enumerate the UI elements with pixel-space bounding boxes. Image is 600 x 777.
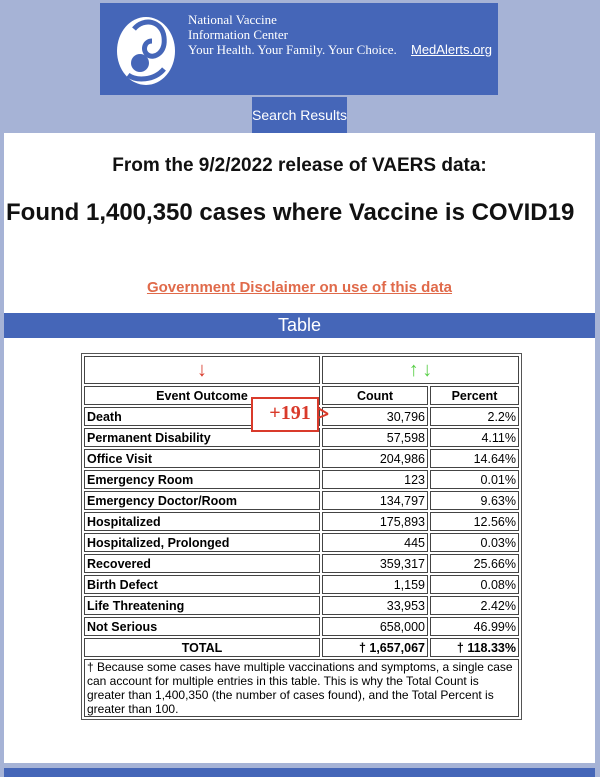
row-outcome: Recovered xyxy=(84,554,320,573)
row-outcome: Death xyxy=(84,407,320,426)
total-label: TOTAL xyxy=(84,638,320,657)
row-outcome: Hospitalized, Prolonged xyxy=(84,533,320,552)
table-section-bar: Table xyxy=(4,313,595,338)
row-outcome: Office Visit xyxy=(84,449,320,468)
row-percent: 0.01% xyxy=(430,470,519,489)
row-count: 1,159 xyxy=(322,575,428,594)
table-row xyxy=(84,512,519,531)
row-percent: 4.11% xyxy=(430,428,519,447)
main-content xyxy=(4,133,595,763)
row-outcome: Hospitalized xyxy=(84,512,320,531)
table-row xyxy=(84,533,519,552)
row-percent: 9.63% xyxy=(430,491,519,510)
row-percent: 2.2% xyxy=(430,407,519,426)
found-cases-heading: Found 1,400,350 cases where Vaccine is COVID19 xyxy=(6,199,575,226)
table-row xyxy=(84,596,519,615)
sort-arrows-row xyxy=(84,356,519,384)
org-name-line1: National Vaccine xyxy=(188,12,277,27)
row-count: 30,796 xyxy=(322,407,428,426)
mother-child-logo-icon xyxy=(114,11,178,87)
row-percent: 25.66% xyxy=(430,554,519,573)
row-count: 134,797 xyxy=(322,491,428,510)
bottom-bar xyxy=(4,768,595,777)
sort-down-green-icon[interactable]: ↓ xyxy=(422,359,433,381)
row-count: 359,317 xyxy=(322,554,428,573)
table-row xyxy=(84,575,519,594)
row-count: 33,953 xyxy=(322,596,428,615)
row-percent: 12.56% xyxy=(430,512,519,531)
row-percent: 46.99% xyxy=(430,617,519,636)
row-count: 175,893 xyxy=(322,512,428,531)
row-outcome: Birth Defect xyxy=(84,575,320,594)
column-header-count: Count xyxy=(322,386,428,405)
total-row xyxy=(84,638,519,657)
table-row xyxy=(84,449,519,468)
row-count: 658,000 xyxy=(322,617,428,636)
footnote-row xyxy=(84,659,519,717)
sort-down-red-icon[interactable]: ↓ xyxy=(197,359,207,381)
callout-increase-label: +191 xyxy=(269,402,311,424)
row-count: 57,598 xyxy=(322,428,428,447)
row-outcome: Emergency Doctor/Room xyxy=(84,491,320,510)
release-heading: From the 9/2/2022 release of VAERS data: xyxy=(112,155,487,176)
row-percent: 14.64% xyxy=(430,449,519,468)
row-outcome: Emergency Room xyxy=(84,470,320,489)
row-outcome: Permanent Disability xyxy=(84,428,320,447)
search-results-tab[interactable]: Search Results xyxy=(252,97,347,133)
row-count: 123 xyxy=(322,470,428,489)
nvic-banner[interactable] xyxy=(100,3,498,95)
table-row xyxy=(84,554,519,573)
sort-up-green-icon[interactable]: ↑ xyxy=(408,359,419,381)
row-count: 445 xyxy=(322,533,428,552)
table-row xyxy=(84,491,519,510)
count-sort-cell[interactable] xyxy=(322,356,519,384)
outcome-sort-cell[interactable] xyxy=(84,356,320,384)
column-header-percent: Percent xyxy=(430,386,519,405)
total-count: † 1,657,067 xyxy=(322,638,428,657)
org-tagline: Your Health. Your Family. Your Choice. xyxy=(188,42,397,57)
row-outcome: Not Serious xyxy=(84,617,320,636)
row-outcome: Life Threatening xyxy=(84,596,320,615)
org-name-line2: Information Center xyxy=(188,27,288,42)
table-row xyxy=(84,617,519,636)
row-percent: 0.08% xyxy=(430,575,519,594)
row-count: 204,986 xyxy=(322,449,428,468)
table-row xyxy=(84,470,519,489)
footnote-text: † Because some cases have multiple vaccinations and symptoms, a single case can account for multiple entries in this table. This is why the Total Count is greater than 1,400,350 (the number of cases found), and the Total Percent is greater than 100. xyxy=(84,659,519,717)
total-percent: † 118.33% xyxy=(430,638,519,657)
government-disclaimer-link[interactable]: Government Disclaimer on use of this data xyxy=(146,279,453,296)
row-percent: 0.03% xyxy=(430,533,519,552)
medalerts-link[interactable]: MedAlerts.org xyxy=(411,42,492,57)
column-header-outcome: Event Outcome xyxy=(84,386,320,405)
row-percent: 2.42% xyxy=(430,596,519,615)
